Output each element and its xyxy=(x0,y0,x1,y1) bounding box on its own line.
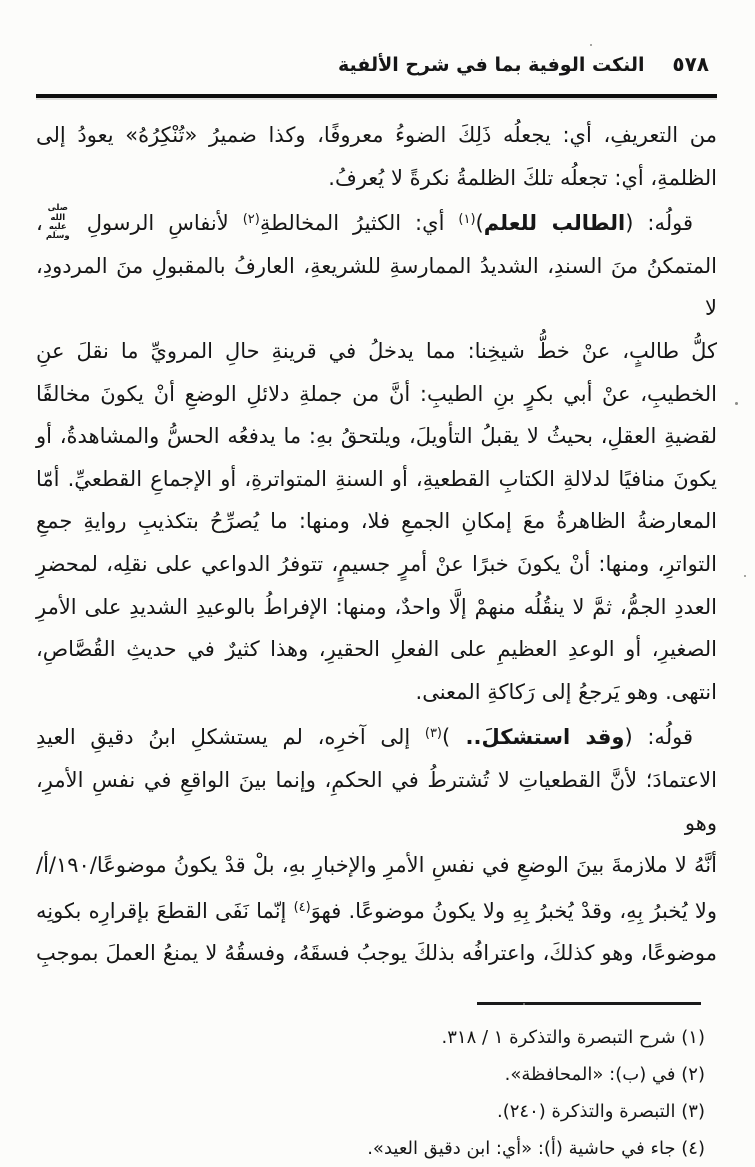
footnote-line: (١) شرح التبصرة والتذكرة ١ / ٣١٨. xyxy=(441,1026,705,1048)
text-run: أنَّهُ لا ملازمةَ بينَ الوضعِ في نفسِ الأمرِ والإخبارِ بهِ، بلْ قدْ يكونُ موضوعًا/١٩٠/أ/ xyxy=(36,853,717,878)
text-run: أي: الكثيرُ المخالطةِ xyxy=(259,211,459,236)
body-line xyxy=(36,543,717,586)
body-line xyxy=(36,114,717,157)
text-run: لأنفاسِ الرسولِ xyxy=(72,211,243,236)
page-header xyxy=(36,52,717,76)
text-run: إلى آخرِه، لم يستشكلِ ابنُ دقيقِ العيدِ xyxy=(36,725,425,750)
text-run: إنّما نَفَى القطعَ بإقرارِه بكونِه xyxy=(36,898,294,923)
text-run: موضوعًا، وهو كذلكَ، واعترافُه بذلكَ يوجبُ فسقَهُ، وفسقُهُ لا يمنعُ العملَ بموجبِ xyxy=(36,941,717,966)
body-line xyxy=(36,759,717,844)
text-run: قولُه: ( xyxy=(625,211,693,236)
text-run: الاعتمادَ؛ لأنَّ القطعياتِ لا تُشترطُ في الحكمِ، وإنما بينَ الواقعِ في نفسِ الأمرِ، وهو xyxy=(36,767,717,835)
pbuh-ligature: صلى الله عليه وسلم xyxy=(45,203,70,242)
footnotes xyxy=(36,1019,717,1167)
body-line xyxy=(36,415,717,458)
page-content xyxy=(36,52,717,1167)
footnote-ref: (٢) xyxy=(242,212,260,228)
body-line xyxy=(36,157,717,200)
body-line xyxy=(36,199,717,245)
body-line xyxy=(36,586,717,629)
body-line xyxy=(36,628,717,671)
scan-speck xyxy=(744,575,746,577)
footnote-line: (٣) التبصرة والتذكرة (٢٤٠). xyxy=(497,1100,705,1122)
text-run: ولا يُخبرُ بِهِ، وقدْ يُخبرُ بِهِ ولا يكونُ موضوعًا. فهوَ xyxy=(310,898,717,923)
text-run: من التعريفِ، أي: يجعلُه ذَلِكَ الضوءُ معروفًا، وكذا ضميرُ «تُنْكِرُهُ» يعودُ إلى xyxy=(36,123,717,147)
text-run: يكونَ منافيًا لدلالةِ الكتابِ القطعيةِ، أو السنةِ المتواترةِ، أو الإجماعِ القطعيِّ. أمّا xyxy=(36,466,717,491)
body-line xyxy=(36,844,717,887)
text-run: المتمكنُ منَ السندِ، الشديدُ الممارسةِ للشريعةِ، العارفُ بالمقبولِ منَ المردودِ، لا xyxy=(36,253,717,321)
text-run: قولُه: ( xyxy=(624,725,693,750)
text-run: كلُّ طالبٍ، عنْ خطُّ شيخِنا: مما يدخلُ في قرينةِ حالِ المرويِّ ما نقلَ عنِ xyxy=(36,338,717,363)
text-run: ) xyxy=(442,725,451,750)
body-line xyxy=(36,932,717,975)
text-run: الخطيبِ، عنْ أبي بكرٍ بنِ الطيبِ: أنَّ من جملةِ دلائلِ الوضعِ أنْ يكونَ مخالفًا xyxy=(36,381,717,406)
body-text xyxy=(36,114,717,975)
footnote-ref: (١) xyxy=(458,212,476,228)
scan-speck xyxy=(590,44,592,46)
body-line xyxy=(36,330,717,373)
book-title: النكت الوفية بما في شرح الألفية xyxy=(338,54,645,76)
text-run: العددِ الجمُّ، ثمَّ لا ينقُلُه منهمْ إلَّا واحدٌ، ومنها: الإفراطُ بالوعيدِ الشديدِ على الأمرِ xyxy=(36,594,717,619)
footnote-ref: (٤) xyxy=(293,899,311,915)
text-run: لقضيةِ العقلِ، بحيثُ لا يقبلُ التأويلَ، ويلتحقُ بهِ: ما يدفعُه الحسُّ والمشاهدةُ، أو xyxy=(36,424,717,449)
text-run: انتهى. وهو يَرجعُ إلى رَكاكةِ المعنى. xyxy=(415,679,717,704)
body-line xyxy=(36,458,717,501)
body-line xyxy=(36,887,717,933)
body-line xyxy=(36,500,717,543)
body-line xyxy=(36,373,717,416)
scan-speck xyxy=(523,1003,525,1005)
page-number: ٥٧٨ xyxy=(672,52,709,76)
body-line xyxy=(36,671,717,714)
body-line xyxy=(36,245,717,330)
text-run: الصغيرِ، أو الوعدِ العظيمِ على الفعلِ الحقيرِ، وهذا كثيرٌ في حديثِ القُصَّاصِ، xyxy=(36,637,717,662)
header-rule xyxy=(36,94,717,98)
footnote-ref: (٣) xyxy=(424,726,442,742)
lemma-bold: وقد استشكلَ.. xyxy=(450,725,625,750)
text-run: التواترِ، ومنها: أنْ يكونَ خبرًا عنْ أمرٍ جسيمٍ، تتوفرُ الدواعي على نقلِه، لمحضرِ xyxy=(36,551,717,576)
text-run: ، xyxy=(36,211,43,236)
text-run: المعارضةُ الظاهرةُ معَ إمكانِ الجمعِ فلا، ومنها: ما يُصرِّحُ بتكذيبِ روايةِ جمعِ xyxy=(36,509,717,534)
lemma-bold: الطالب للعلم xyxy=(483,211,626,236)
text-run: الظلمةِ، أي: تجعلُه تلكَ الظلمةُ نكرةً لا يُعرفُ. xyxy=(328,165,717,190)
body-line xyxy=(36,713,717,759)
scan-speck xyxy=(735,402,738,405)
footnote-line: (٢) في (ب): «المحافظة». xyxy=(504,1063,705,1085)
footnote-divider xyxy=(477,1002,701,1005)
footnote-line: (٤) جاء في حاشية (أ): «أي: ابن دقيق العيد». xyxy=(367,1137,705,1159)
text-run: ) xyxy=(475,211,484,236)
